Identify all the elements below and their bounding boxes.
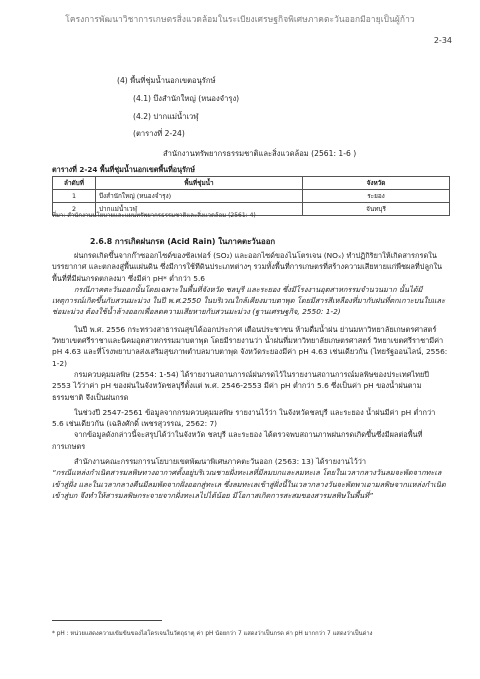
quote-paragraph: “กรณีแหล่งกำเนิดสารมลพิษทางอากาศตั้งอยู่บริเวณชายฝั่งทะเลที่มีลมบกและลมทะเล โดยในเวลากลางวันลมจะพัดจากทะเลเข้าสู่ฝั่ง และในเวลากลางคืนมีลมพัดจากฝั่งออกสู่ทะเล ซึ่งลมทะเลเข้าสู่ฝั่งนี้ในเวลากลางวันจะพัดพาเอามลพิษจากแหล่งกำเนิดเข้าสู่บก จึงทำให้สารมลพิษกระจายจากฝั่งทะเลไปได้น้อย มีโอกาสเกิดการสะสมของสารมลพิษในพื้นที่” <box>52 468 446 500</box>
section-heading: 2.6.8 การเกิดฝนกรด (Acid Rain) ในภาคตะวันออก <box>90 237 276 246</box>
table-header-row <box>53 177 450 190</box>
section-body <box>52 250 448 501</box>
paragraph: ฝนกรดเกิดขึ้นจากก๊าซออกไซด์ของซัลเฟอร์ (SO₂) และออกไซด์ของไนโตรเจน (NOₓ) ทำปฏิกิริยาให้เกิดสารกรดในบรรยากาศ และตกลงสู่พื้นแผ่นดิน ซึ่งมีการใช้ทีดินประเภทต่างๆ รวมทั้งพื้นที่การเกษตรที่สร้างความเสียหายแก่พืชผลที่ปลูกในพื้นที่ที่มีฝนกรดตกลงมา ซึ่งมีค่า pH* ต่ำกว่า 5.6 <box>52 251 443 283</box>
list-note: (ตารางที่ 2-24) <box>133 129 185 138</box>
table-cell: ปากแม่น้ำเวฬุ <box>96 203 303 216</box>
list-subitem-4-2: (4.2) ปากแม่น้ำเวฬุ <box>133 112 199 121</box>
paragraph: ในช่วงปี 2547-2561 ข้อมูลจากกรมควบคุมมลพิษ รายงานไว้ว่า ในจังหวัดชลบุรี และระยอง น้ำฝนมีค่า pH ต่ำกว่า 5.6 เช่นเดียวกัน (เฉลิงศักดิ์ เพชรสุวรรณ, 2562: 7) <box>52 407 436 429</box>
table-cell: บึงสำนักใหญ่ (หนองจำรุง) <box>96 190 303 203</box>
table-header-cell: จังหวัด <box>303 177 450 190</box>
table-cell: 2 <box>53 203 96 216</box>
footnote-divider <box>52 620 162 621</box>
table-caption: ตารางที่ 2-24 พื้นที่ชุ่มน้ำนอกเขตพื้นที่อนุรักษ์ <box>52 165 195 174</box>
list-source: สำนักงานทรัพยากรธรรมชาติและสิ่งแวดล้อม (2561: 1-6 ) <box>163 149 357 158</box>
paragraph: กรมควบคุมมลพิษ (2554: 1-54) ได้รายงานสถานการณ์ฝนกรดไว้ในรายงานสถานการณ์มลพิษของประเทศไทยปี 2553 ไว้ว่าค่า pH ของฝนในจังหวัดชลบุรีตั้งแต่ พ.ศ. 2546-2553 มีค่า pH ต่ำกว่า 5.6 ซึ่งเป็นค่า pH ของน้ำฝนตามธรรมชาติ จึงเป็นฝนกรด <box>52 369 429 402</box>
table-cell: ระยอง <box>303 190 450 203</box>
paragraph: ในปี พ.ศ. 2556 กระทรวงสาธารณสุขได้ออกประกาศ เตือนประชาชน ห้ามดื่มน้ำฝน ย่านมหาวิทยาลัยเกษตรศาสตร์ วิทยาเขตศรีราชาและนิคมอุตสาหกรรมมาบตาพุด โดยมีรายงานว่า น้ำฝนที่มหาวิทยาลัยเกษตรศาสตร์ วิทยาเขตศรีราชามีค่า pH 4.63 และที่โรงพยาบาลส่งเสริมสุขภาพตำบลมาบตาพุด จังหวัดระยองมีค่า pH 4.63 เช่นเดียวกัน (ไทยรัฐออนไลน์, 2556: 1-2) <box>52 324 448 368</box>
list-subitem-4-1: (4.1) บึงสำนักใหญ่ (หนองจำรุง) <box>133 94 240 103</box>
paragraph: สำนักงานคณะกรรมการนโยบายเขตพัฒนาพิเศษภาคตะวันออก (2563: 13) ได้รายงานไว้ว่า <box>74 457 367 467</box>
table-row <box>53 190 450 203</box>
footnote: * pH : หน่วยแสดงความเข้มข้นของไฮโดรเจนในวัตถุธาตุ ค่า pH น้อยกว่า 7 แสดงว่าเป็นกรด ค่า pH มากกว่า 7 แสดงว่าเป็นด่าง <box>52 631 373 637</box>
table-header-cell: ลำดับที่ <box>53 177 96 190</box>
table-header-cell: พื้นที่ชุ่มน้ำ <box>96 177 303 190</box>
page-number: 2-34 <box>433 36 452 45</box>
paragraph: จากข้อมูลดังกล่าวนี้จะสรุปได้ว่าในจังหวัด ชลบุรี และระยอง ได้ตรวจพบสถานภาพฝนกรดเกิดขึ้นซึ่งมีผลต่อพื้นที่การเกษตร <box>52 430 423 451</box>
table-source: ที่มา: สำนักงานนโยบายและแผนทรัพยากรธรรมชาติและสิ่งแวดล้อม (2561: 4) <box>52 212 256 219</box>
list-item-4: (4) พื้นที่ชุ่มน้ำนอกเขตอนุรักษ์ <box>117 76 216 85</box>
running-header: โครงการพัฒนาวิชาการเกษตรสิ่งแวดล้อมในระเบียงเศรษฐกิจพิเศษภาคตะวันออกมีอายุเป็นผู้ก้าว <box>65 14 415 24</box>
table-cell: จันทบุรี <box>303 203 450 216</box>
table-cell: 1 <box>53 190 96 203</box>
paragraph: กรณีภาคตะวันออกนั้นโดยเฉพาะในพื้นที่จังหวัด ชลบุรี และระยอง ซึ่งมีโรงงานอุตสาหกรรมจำนวนมาก นั้นได้มีเหตุการณ์เกิดขึ้นกับสวนมะม่วง ในปี พ.ศ.2550 ในบริเวณใกล้เคียงมาบตาพุด โดยมีสารสีเหลืองที่มากับฝนที่ตกเกาะบนใบและช่อมะม่วง ต้องใช้น้ำล้างออกเพื่อลดความเสียหายกับสวนมะม่วง (ฐานเศรษฐกิจ, 2550: 1-2) <box>52 284 446 317</box>
